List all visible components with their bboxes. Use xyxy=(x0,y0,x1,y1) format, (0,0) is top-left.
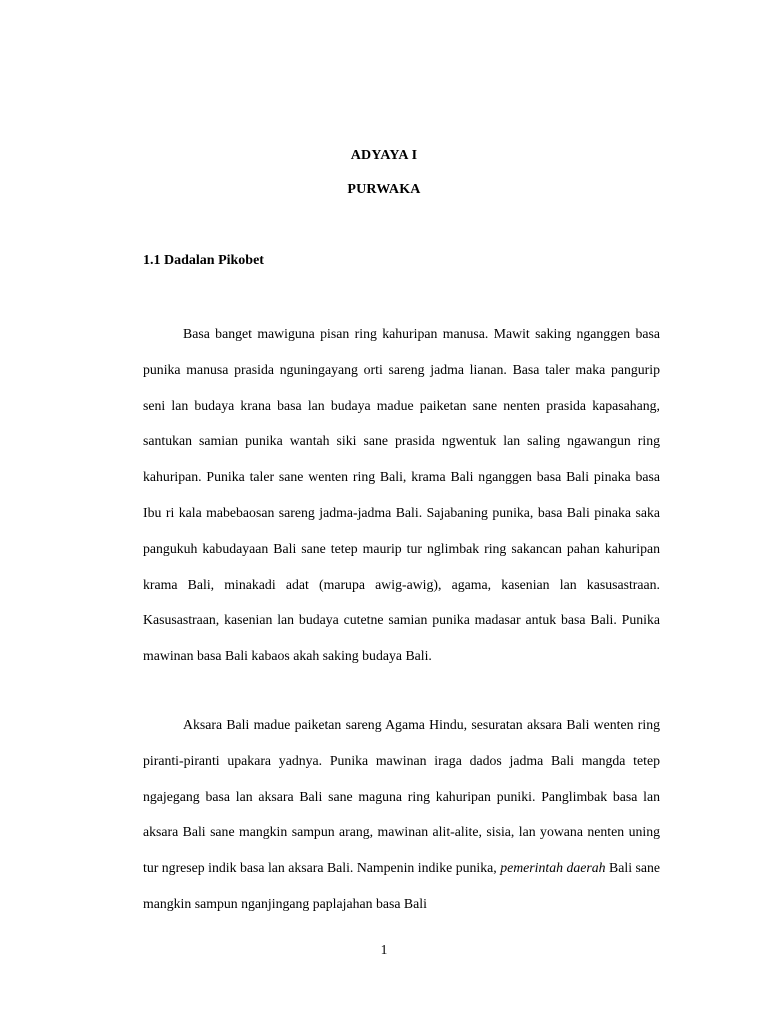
paragraph-2-text-start: Aksara Bali madue paiketan sareng Agama Hindu, sesuratan aksara Bali wenten ring piranti-piranti upakara yadnya. Punika mawinan iraga dados jadma Bali mangda tetep ngajegang basa lan aksara Bali sane maguna ring kahuripan puniki. Panglimbak basa lan aksara Bali sane mangkin sampun arang, mawinan alit-alite, sisia, lan yowana nenten uning tur ngresep indik basa lan aksara Bali. Nampenin indike punika, xyxy=(143,717,660,876)
page-number: 1 xyxy=(380,942,388,957)
paragraph-2 xyxy=(143,707,660,922)
section-heading: 1.1 Dadalan Pikobet xyxy=(143,253,264,268)
paragraph-2-text-end: Bali sane mangkin sampun nganjingang paplajahan basa Bali xyxy=(143,860,661,911)
paragraph-1: Basa banget mawiguna pisan ring kahuripan manusa. Mawit saking nganggen basa punika manusa prasida nguningayang orti sareng jadma lianan. Basa taler maka pangurip seni lan budaya krana basa lan budaya madue paiketan sane nenten prasida kapasahang, santukan samian punika wantah siki sane prasida ngwentuk lan saling ngawangun ring kahuripan. Punika taler sane wenten ring Bali, krama Bali nganggen basa Bali pinaka basa Ibu ri kala mabebaosan sareng jadma-jadma Bali. Sajabaning punika, basa Bali pinaka saka pangukuh kabudayaan Bali sane tetep maurip tur nglimbak ring sakancan pahan kahuripan krama Bali, minakadi adat (marupa awig-awig), agama, kasenian lan kasusastraan. Kasusastraan, kasenian lan budaya cutetne samian punika madasar antuk basa Bali. Punika mawinan basa Bali kabaos akah saking budaya Bali. xyxy=(143,326,660,664)
chapter-title: PURWAKA xyxy=(347,182,421,197)
chapter-number: ADYAYA I xyxy=(350,148,418,163)
paragraph-2-italic-term: pemerintah daerah xyxy=(500,860,606,876)
